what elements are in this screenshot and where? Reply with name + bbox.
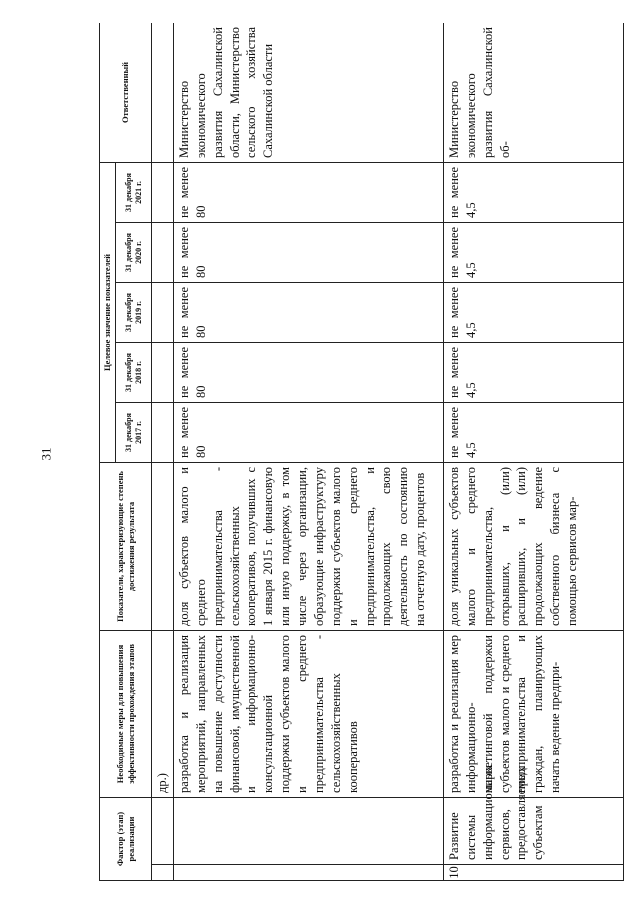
cell-measure: разработка и реализация мер информационно-маркетинговой поддержки субъектов малого и среднего предпринимательства и граждан, планирующих начать ведение предпри-	[443, 631, 623, 798]
cell-empty	[152, 463, 174, 631]
rotated-content	[99, 23, 624, 881]
header-year-2019: 31 декабря 2019 г.	[116, 283, 152, 343]
header-indicators: Показатели, характеризующие степень достижения результата	[100, 463, 152, 631]
cell-factor-empty	[173, 798, 443, 865]
cell-responsible: Министерство экономического развития Сахалинской об-	[443, 23, 623, 163]
cell-factor: Развитие системы информационных сервисов, предоставляемых субъектам	[443, 798, 623, 865]
cell-factor-empty	[152, 798, 174, 865]
cell-responsible: Министерство экономического развития Сахалинской области, Министерство сельского хозяйства Сахалинской области	[173, 23, 443, 163]
cell-number-empty	[173, 865, 443, 881]
rotated-table-area	[99, 23, 624, 881]
header-year-2017: 31 декабря 2017 г.	[116, 403, 152, 463]
header-year-2021: 31 декабря 2021 г.	[116, 163, 152, 223]
cell-value-2019: не менее 4,5	[443, 283, 623, 343]
cell-value-2018: не менее 80	[173, 343, 443, 403]
header-target-values: Целевое значение показателей	[100, 163, 116, 463]
page-number: 31	[38, 447, 54, 461]
cell-empty	[152, 283, 174, 343]
cell-empty	[152, 163, 174, 223]
header-year-2020: 31 декабря 2020 г.	[116, 223, 152, 283]
cell-indicator: доля субъектов малого и среднего предпринимательства - сельскохозяйственных кооперативов, получивших с 1 января 2015 г. финансовую или иную поддержку, в том числе через организации, образующие инфраструктуру поддержки субъектов малого и среднего предпринимательства, и продолжающих свою деятельность по состоянию на отчетную дату, процентов	[173, 463, 443, 631]
cell-indicator: доля уникальных субъектов малого и среднего предпринимательства, открывших, и (или) расширивших, и (или) продолжающих ведение собственного бизнеса с помощью сервисов мар-	[443, 463, 623, 631]
cell-value-2020: не менее 4,5	[443, 223, 623, 283]
cell-row-number: 10	[443, 865, 623, 881]
cell-value-2019: не менее 80	[173, 283, 443, 343]
cell-value-2021: не менее 80	[173, 163, 443, 223]
cell-measure: разработка и реализация мероприятий, направленных на повышение доступности финансовой, имущественной и информационно-консультационной поддержки субъектов малого и среднего предпринимательства - сельскохозяйственных кооперативов	[173, 631, 443, 798]
header-year-2018: 31 декабря 2018 г.	[116, 343, 152, 403]
cell-number-empty	[152, 865, 174, 881]
cell-value-2017: не менее 80	[173, 403, 443, 463]
header-measures: Необходимые меры для повышения эффективности прохождения этапов	[100, 631, 152, 798]
cell-empty	[152, 23, 174, 163]
table-row-measure	[173, 23, 443, 881]
cell-continuation: др.)	[152, 631, 174, 798]
cell-value-2018: не менее 4,5	[443, 343, 623, 403]
cell-empty	[152, 343, 174, 403]
cell-empty	[152, 403, 174, 463]
results-table	[99, 23, 624, 881]
cell-value-2021: не менее 4,5	[443, 163, 623, 223]
header-factor: Фактор (этап) реализации	[100, 798, 152, 881]
cell-value-2020: не менее 80	[173, 223, 443, 283]
table-row-continuation	[152, 23, 174, 881]
cell-value-2017: не менее 4,5	[443, 403, 623, 463]
header-responsible: Ответственный	[100, 23, 152, 163]
cell-empty	[152, 223, 174, 283]
table-row-10	[443, 23, 623, 881]
